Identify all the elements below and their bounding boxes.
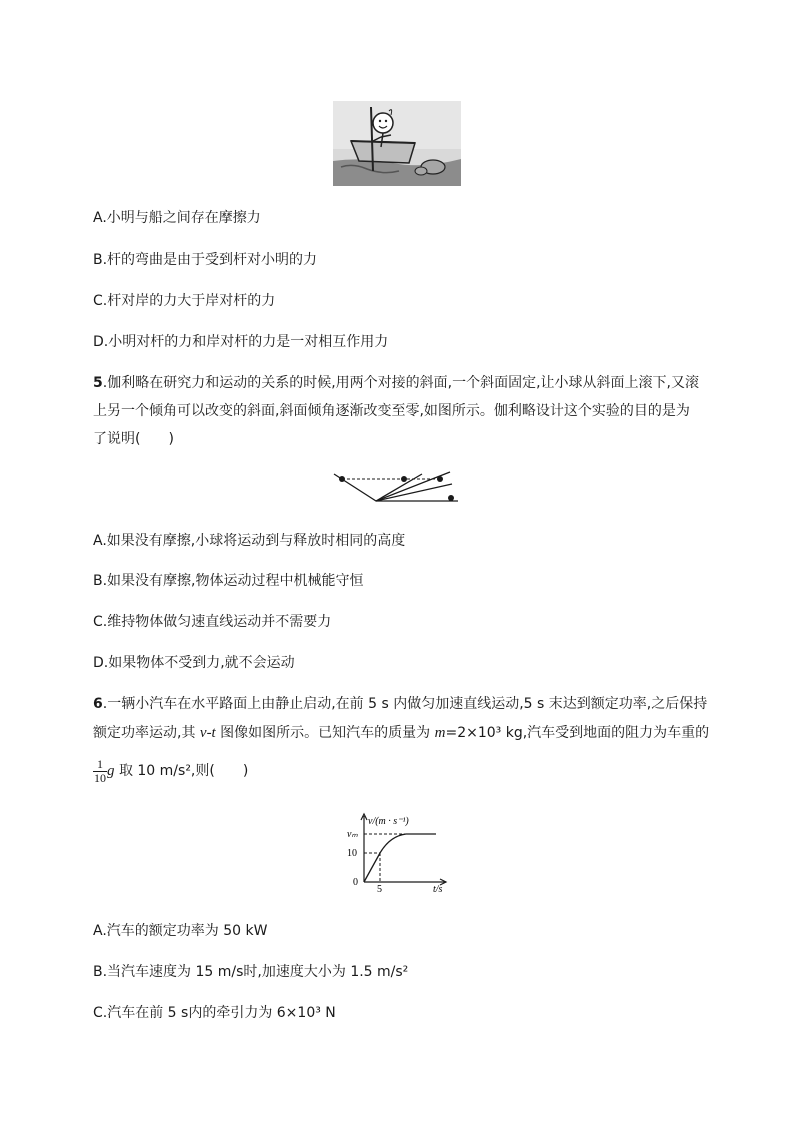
q5-number: 5 bbox=[93, 375, 103, 391]
q5-stem-line-1 bbox=[93, 373, 699, 393]
q6-stem-line-1 bbox=[93, 694, 707, 714]
q6-g-symbol: g bbox=[107, 763, 115, 779]
q6-option-a: A.汽车的额定功率为 50 kW bbox=[93, 923, 268, 939]
q4-option-a: A.小明与船之间存在摩擦力 bbox=[93, 210, 261, 226]
origin-label: 0 bbox=[353, 877, 358, 888]
q5-stem-line-3: 了说明( ) bbox=[93, 431, 174, 447]
q6-fraction bbox=[93, 758, 107, 785]
vm-label: vₘ bbox=[347, 829, 358, 840]
x-axis-label: t/s bbox=[433, 884, 443, 894]
q6-stem-text-2a: 额定功率运动,其 bbox=[93, 725, 200, 741]
q6-number: 6 bbox=[93, 696, 103, 712]
q5-option-d: D.如果物体不受到力,就不会运动 bbox=[93, 655, 295, 671]
x-tick-5: 5 bbox=[377, 884, 382, 894]
q6-mass-symbol: m bbox=[434, 725, 446, 741]
q6-fraction-denominator: 10 bbox=[94, 770, 106, 785]
q4-option-d: D.小明对杆的力和岸对杆的力是一对相互作用力 bbox=[93, 334, 389, 350]
q6-option-b: B.当汽车速度为 15 m/s时,加速度大小为 1.5 m/s² bbox=[93, 964, 409, 980]
vt-curve bbox=[364, 834, 436, 882]
q6-stem-text-1: .一辆小汽车在水平路面上由静止启动,在前 5 s 内做匀加速直线运动,5 s 末达到额定功率,之后保持 bbox=[102, 696, 708, 712]
q6-option-c: C.汽车在前 5 s内的牵引力为 6×10³ N bbox=[93, 1005, 336, 1021]
boat-illustration bbox=[333, 101, 461, 186]
q6-fraction-numerator: 1 bbox=[93, 758, 107, 772]
q4-option-b: B.杆的弯曲是由于受到杆对小明的力 bbox=[93, 252, 318, 268]
vt-graph bbox=[340, 812, 452, 894]
q5-option-a: A.如果没有摩擦,小球将运动到与释放时相同的高度 bbox=[93, 533, 406, 549]
q5-option-b: B.如果没有摩擦,物体运动过程中机械能守恒 bbox=[93, 573, 364, 589]
q5-stem-line-2: 上另一个倾角可以改变的斜面,斜面倾角逐渐改变至零,如图所示。伽利略设计这个实验的目的是为 bbox=[93, 403, 690, 419]
q6-stem-text-2b: 图像如图所示。已知汽车的质量为 bbox=[215, 725, 435, 741]
inclined-planes-figure bbox=[330, 470, 465, 506]
q6-vt-symbol: v-t bbox=[199, 725, 216, 741]
q4-option-c: C.杆对岸的力大于岸对杆的力 bbox=[93, 293, 276, 309]
q5-stem-text-1: .伽利略在研究力和运动的关系的时候,用两个对接的斜面,一个斜面固定,让小球从斜面上滚下,又滚 bbox=[102, 375, 699, 391]
q6-stem-line-3 bbox=[93, 756, 248, 786]
y-axis-label: v/(m · s⁻¹) bbox=[368, 816, 409, 827]
q6-stem-text-3: 取 10 m/s²,则( ) bbox=[114, 763, 249, 779]
q5-option-c: C.维持物体做匀速直线运动并不需要力 bbox=[93, 614, 332, 630]
y-tick-10: 10 bbox=[347, 848, 357, 859]
q6-stem-line-2 bbox=[93, 723, 709, 743]
q6-stem-text-2c: =2×10³ kg,汽车受到地面的阻力为车重的 bbox=[445, 725, 710, 741]
